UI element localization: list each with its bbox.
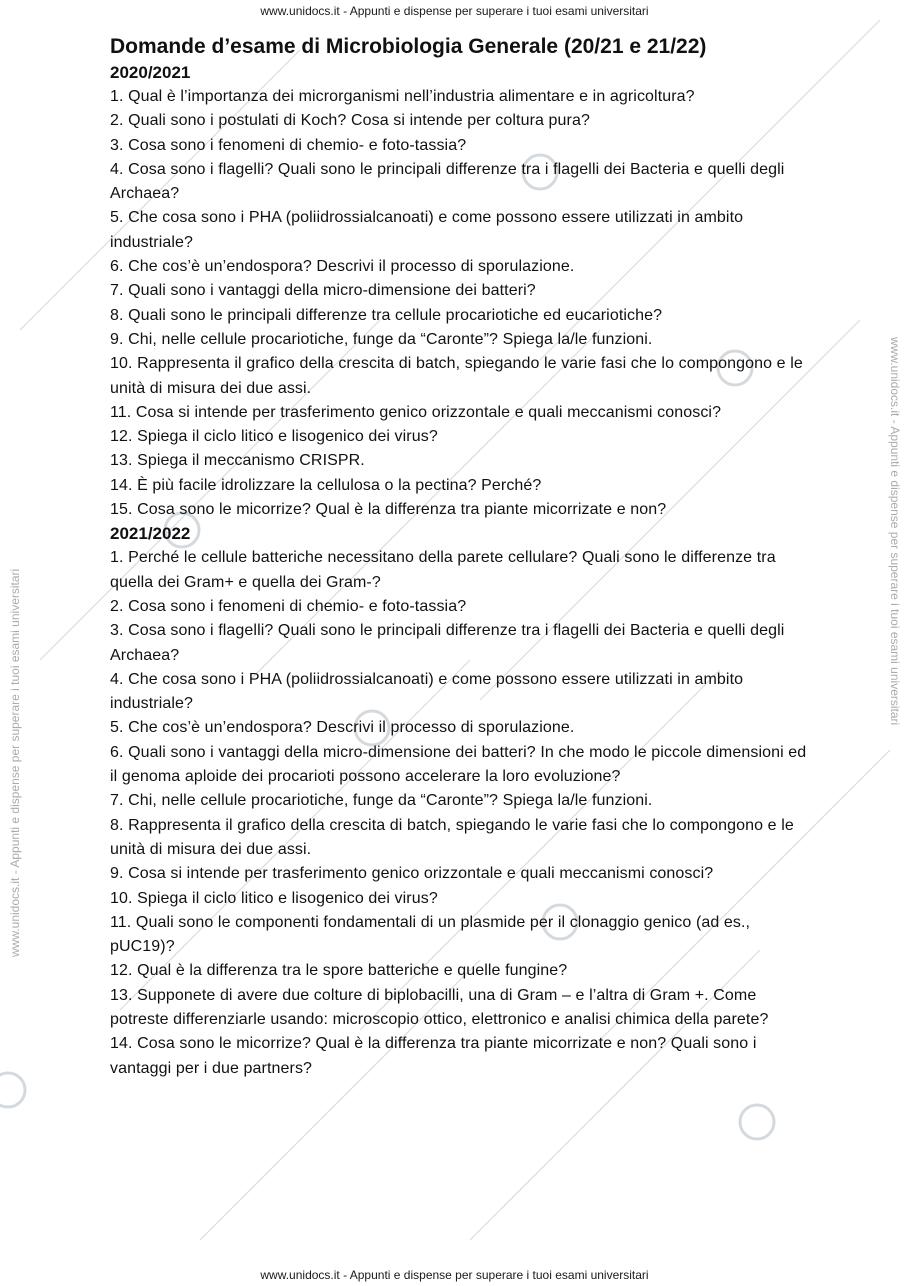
question-item: 6. Che cos’è un’endospora? Descrivi il processo di sporulazione. — [110, 258, 575, 276]
question-item: 14. È più facile idrolizzare la cellulosa o la pectina? Perché? — [110, 476, 542, 494]
question-item: 3. Cosa sono i fenomeni di chemio- e foto-tassia? — [110, 136, 467, 154]
question-item: 7. Chi, nelle cellule procariotiche, funge da “Caronte”? Spiega la/le funzioni. — [110, 792, 653, 810]
watermark-footer: www.unidocs.it - Appunti e dispense per superare i tuoi esami universitari — [260, 1268, 649, 1282]
question-item: 11. Cosa si intende per trasferimento genico orizzontale e quali meccanismi conosci? — [110, 403, 722, 421]
question-item: 4. Cosa sono i flagelli? Quali sono le principali differenze tra i flagelli dei Bacteria e quelli degli Archaea? — [110, 160, 785, 203]
question-item: 8. Rappresenta il grafico della crescita di batch, spiegando le varie fasi che lo compongono e le unità di misura dei due assi. — [110, 816, 794, 858]
question-item: 1. Qual è l’importanza dei microrganismi nell’industria alimentare e in agricoltura? — [110, 88, 695, 105]
question-item: 15. Cosa sono le micorrize? Qual è la differenza tra piante micorrizate e non? — [110, 501, 667, 519]
question-item: 10. Spiega il ciclo litico e lisogenico dei virus? — [110, 889, 438, 907]
question-item: 9. Cosa si intende per trasferimento genico orizzontale e quali meccanismi conosci? — [110, 865, 714, 883]
document-title: Domande d’esame di Microbiologia Generale (20/21 e 21/22) — [110, 35, 707, 58]
question-item: 8. Quali sono le principali differenze tra cellule procariotiche ed eucariotiche? — [110, 306, 663, 324]
question-item: 12. Spiega il ciclo litico e lisogenico dei virus? — [110, 428, 438, 446]
question-item: 10. Rappresenta il grafico della crescita di batch, spiegando le varie fasi che lo compongono e le unità di misura dei due assi. — [110, 355, 803, 397]
question-item: 11. Quali sono le componenti fondamentali di un plasmide per il clonaggio genico (ad es., pUC19)? — [110, 913, 751, 956]
question-item: 14. Cosa sono le micorrize? Qual è la differenza tra piante micorrizate e non? Quali sono i vantaggi per i due partners? — [110, 1035, 757, 1077]
question-item: 9. Chi, nelle cellule procariotiche, funge da “Caronte”? Spiega la/le funzioni. — [110, 330, 653, 348]
question-item: 3. Cosa sono i flagelli? Quali sono le principali differenze tra i flagelli dei Bacteria e quelli degli Archaea? — [110, 622, 785, 664]
question-item: 13. Supponete di avere due colture di biplobacilli, una di Gram – e l’altra di Gram +. Come potreste differenziarle usando: microscopio ottico, elettronico e analisi chimica della parete? — [110, 986, 769, 1028]
watermark-side-left: www.unidocs.it - Appunti e dispense per superare i tuoi esami universitari — [8, 568, 22, 957]
section-2020-2021 — [110, 61, 810, 522]
section-heading: 2020/2021 — [110, 63, 191, 82]
question-item: 13. Spiega il meccanismo CRISPR. — [110, 452, 365, 470]
watermark-side-right: www.unidocs.it - Appunti e dispense per superare i tuoi esami universitari — [888, 337, 902, 726]
section-2021-2022 — [110, 522, 810, 1081]
question-item: 5. Che cos’è un’endospora? Descrivi il processo di sporulazione. — [110, 719, 575, 737]
document-body — [110, 33, 810, 1081]
question-item: 5. Che cosa sono i PHA (poliidrossialcanoati) e come possono essere utilizzati in ambito industriale? — [110, 209, 744, 251]
question-item: 12. Qual è la differenza tra le spore batteriche e quelle fungine? — [110, 962, 568, 980]
question-item: 4. Che cosa sono i PHA (poliidrossialcanoati) e come possono essere utilizzati in ambito industriale? — [110, 670, 744, 713]
section-heading: 2021/2022 — [110, 524, 191, 544]
watermark-header: www.unidocs.it - Appunti e dispense per superare i tuoi esami universitari — [260, 4, 649, 18]
question-item: 2. Cosa sono i fenomeni di chemio- e foto-tassia? — [110, 597, 467, 615]
question-item: 2. Quali sono i postulati di Koch? Cosa si intende per coltura pura? — [110, 112, 590, 130]
question-item: 1. Perché le cellule batteriche necessitano della parete cellulare? Quali sono le differenze tra quella dei Gram+ e quella dei Gram-? — [110, 549, 776, 591]
question-list — [110, 546, 810, 1081]
question-item: 7. Quali sono i vantaggi della micro-dimensione dei batteri? — [110, 282, 536, 300]
question-list — [110, 85, 810, 522]
question-item: 6. Quali sono i vantaggi della micro-dimensione dei batteri? In che modo le piccole dimensioni ed il genoma aploide dei procarioti possono accelerare la loro evoluzione? — [110, 743, 807, 786]
